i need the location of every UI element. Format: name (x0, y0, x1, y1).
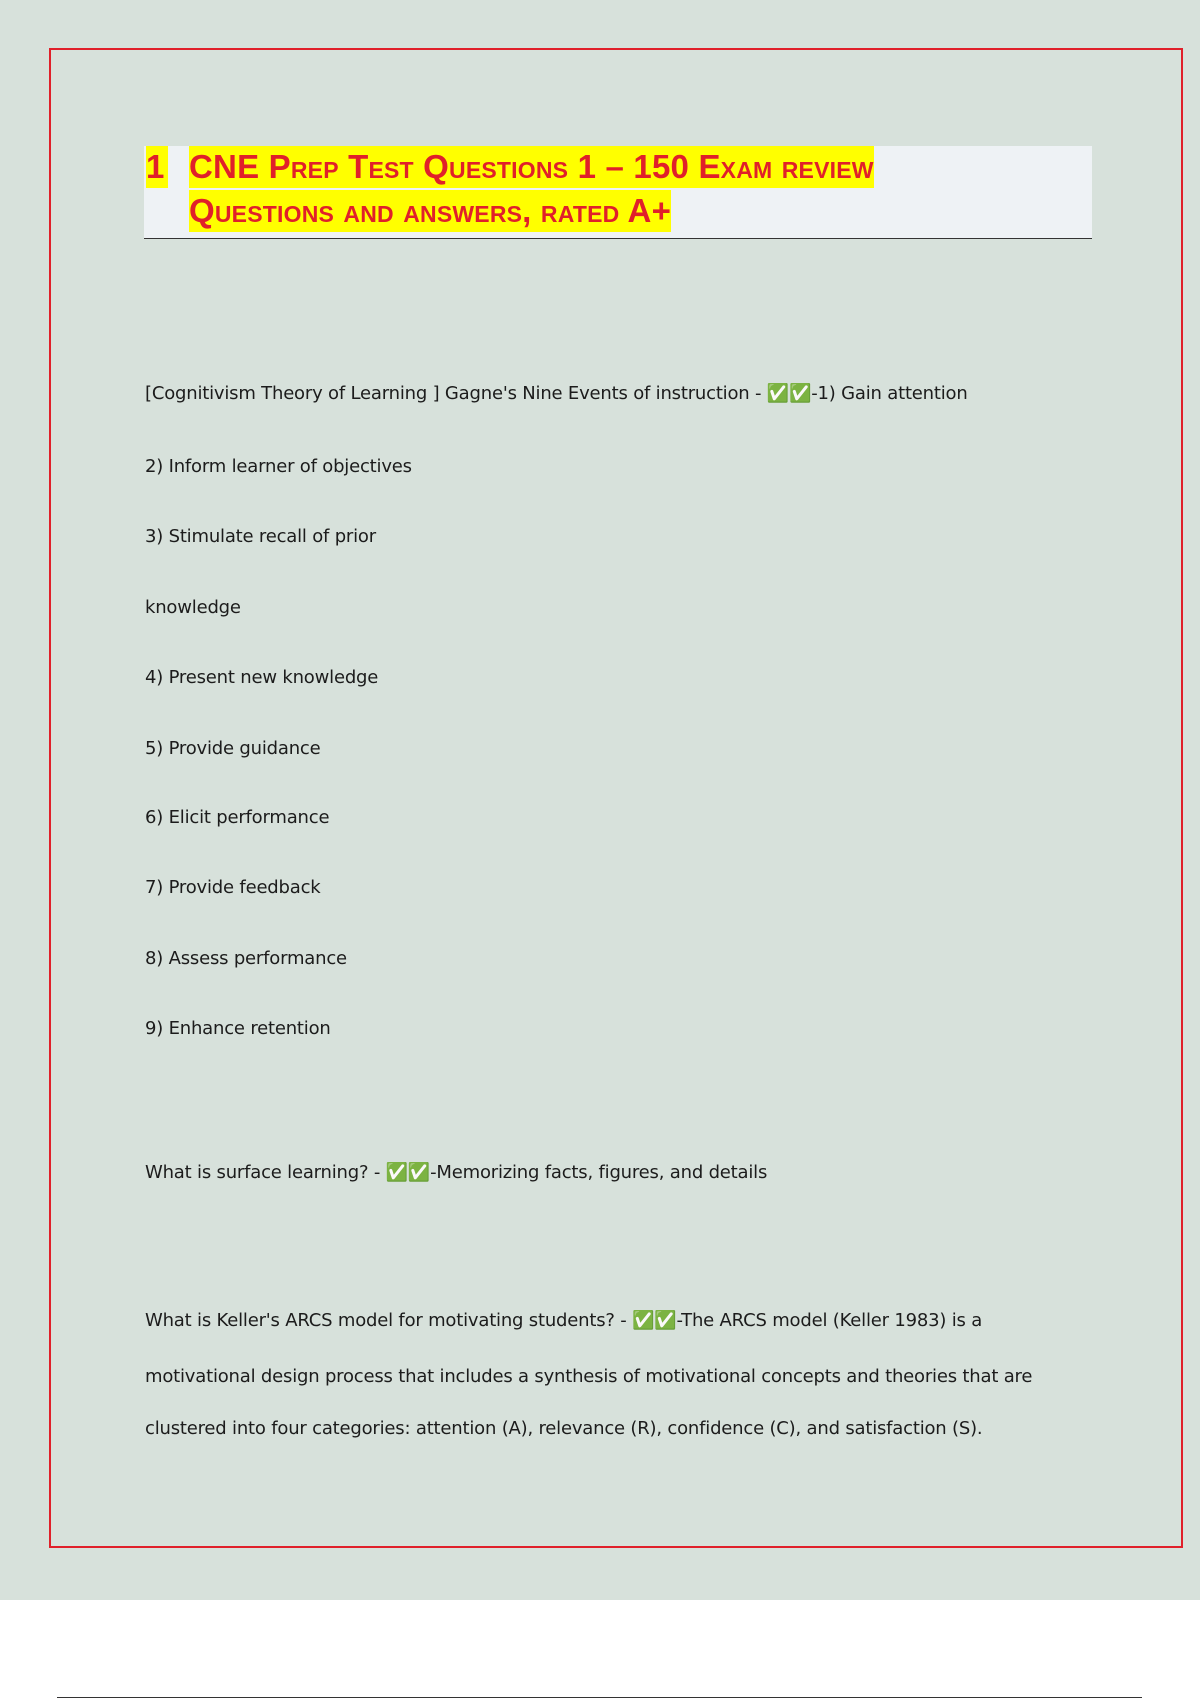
gagne-events-question: [Cognitivism Theory of Learning ] Gagne's Nine Events of instruction - ✅✅-1) Gain attention (145, 383, 968, 404)
list-item: 3) Stimulate recall of prior (145, 526, 376, 547)
heading-line-2: Questions and answers, rated A+ (189, 190, 671, 232)
list-item: 7) Provide feedback (145, 877, 321, 898)
arcs-model-answer-line-2: motivational design process that includes a synthesis of motivational concepts and theories that are (145, 1366, 1033, 1387)
list-item: 4) Present new knowledge (145, 667, 379, 688)
list-item-continuation: knowledge (145, 597, 241, 618)
heading-number: 1 (146, 146, 168, 188)
heading-line-1: CNE Prep Test Questions 1 – 150 Exam review (189, 146, 874, 188)
arcs-model-answer-line-3: clustered into four categories: attention (A), relevance (R), confidence (C), and satisfaction (S). (145, 1418, 983, 1439)
list-item: 6) Elicit performance (145, 807, 330, 828)
list-item: 9) Enhance retention (145, 1018, 331, 1039)
list-item: 2) Inform learner of objectives (145, 456, 412, 477)
footer-rule (57, 1697, 1142, 1698)
list-item: 8) Assess performance (145, 948, 347, 969)
arcs-model-question: What is Keller's ARCS model for motivating students? - ✅✅-The ARCS model (Keller 1983) is a (145, 1310, 983, 1331)
surface-learning-question: What is surface learning? - ✅✅-Memorizing facts, figures, and details (145, 1162, 768, 1183)
list-item: 5) Provide guidance (145, 738, 321, 759)
